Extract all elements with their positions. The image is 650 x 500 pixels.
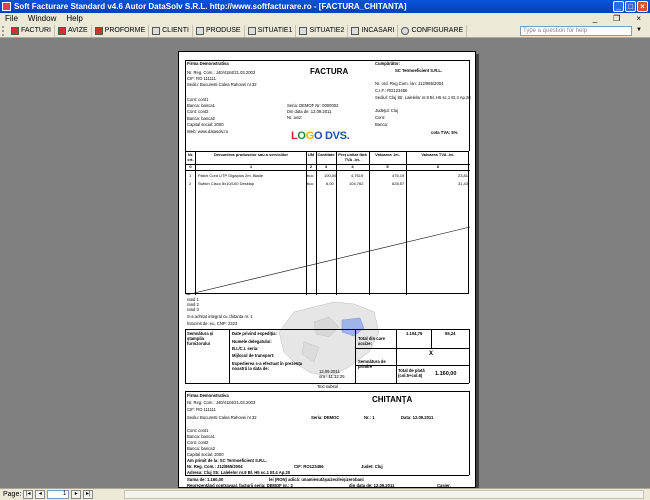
products-icon xyxy=(196,27,204,35)
supplier-web: Web: www.datasolv.ro xyxy=(187,129,229,134)
total-label: Total din care accize: xyxy=(358,336,385,346)
supplier-name: Firma Demonstrativa xyxy=(187,61,229,66)
mdi-close-button[interactable]: × xyxy=(636,14,641,23)
supplier-cif: CIF: RO 111111 xyxy=(187,76,216,81)
next-page-button[interactable]: ▸ xyxy=(71,490,81,499)
mdi-minimize-button[interactable]: _ xyxy=(592,14,598,23)
report-preview-area xyxy=(0,38,650,488)
proforma-icon xyxy=(95,27,103,35)
buyer-nrreg: Nr. ord. Reg.Com. /an: J12/865/2004 xyxy=(375,81,444,86)
last-page-button[interactable]: ▸| xyxy=(83,490,93,499)
col-num: 0 xyxy=(189,164,192,169)
supplier-cont1: Cont: cont1 xyxy=(187,97,209,102)
receipt-company: Firma Demonstrativa xyxy=(187,393,229,398)
buyer-cif: C.I.F.: RO123456 xyxy=(375,88,408,93)
col-header-valoare: Valoarea -lei- xyxy=(375,152,400,157)
window-title: Soft Facturare Standard v4.6 Autor DataSolv S.R.L. http://www.softfacturare.ro - [FACTURA_CHITANTA] xyxy=(14,2,407,11)
col-num: 3 xyxy=(324,164,328,169)
invoice-icon xyxy=(11,27,19,35)
menu-file[interactable]: File xyxy=(5,14,18,23)
proforme-button[interactable]: PROFORME xyxy=(92,25,149,37)
footer-text: Text subsol xyxy=(317,384,338,389)
supplier-capital: Capital social: 2000 xyxy=(187,122,224,127)
receipt-invoice-date: din data de: 12.09.2011 xyxy=(349,483,395,488)
produse-button[interactable]: PRODUSE xyxy=(193,25,245,37)
col-header-denumire: Denumirea produselor sau a serviciilor xyxy=(213,152,289,157)
invoice-seria: Seria: DEMOF Nr: 0000002 xyxy=(287,103,339,108)
clienti-button[interactable]: CLIENTI xyxy=(149,25,193,37)
mdi-restore-button[interactable]: ❐ xyxy=(613,14,621,23)
clients-icon xyxy=(152,27,160,35)
total-vat: 55,24 xyxy=(445,331,456,336)
window-titlebar xyxy=(0,0,650,13)
total-payment-label: Total de plată (col.5+col.6) xyxy=(398,368,425,378)
col-num: 2 xyxy=(309,164,313,169)
col-num: 4 xyxy=(351,164,354,169)
menu-window[interactable]: Window xyxy=(27,14,57,23)
products-table xyxy=(185,151,469,294)
shipping-date: 12.09.2011 xyxy=(319,369,340,374)
text-row-2: rand 2 xyxy=(187,302,199,307)
table-row: 1 Patch Cord UTP Gigaplus 2m, Blade buc 100,00 4,7619 476,19 23,81 xyxy=(189,173,469,178)
vat-rate: cota TVA: 5% xyxy=(431,130,458,135)
receipt-cif: CIF: RO 111111 xyxy=(187,407,216,412)
report-icon xyxy=(248,27,256,35)
col-num: 5 xyxy=(386,164,389,169)
buyer-banca: Banca: xyxy=(375,122,389,127)
report-page xyxy=(178,51,476,488)
supplier-signature-label: Semnătura şi ştampila furnizorului xyxy=(187,331,214,346)
situatie2-button[interactable]: SITUATIE2 xyxy=(296,25,348,37)
buyer-sediu: Sediul: Cluj Str. Lalelelor nr.8 Bl. H5 sc.1 Et.4 Ap.20 xyxy=(375,95,471,100)
empty-space-diagonal xyxy=(186,152,470,295)
col-header-pret: Preţ unitar fără TVA -lei- xyxy=(338,152,367,162)
shipping-presence-label: Expedierea s-a efectuat în prezenţa noastră la data de: xyxy=(232,361,303,371)
receipt-purpose: Reprezentând contravaal. facturii seria: DEMOF nr.: 2 xyxy=(187,483,293,488)
receipt-cont2: Cont: cont2 xyxy=(187,440,209,445)
col-header-cantitate: Cantitate xyxy=(317,152,335,157)
receipt-banca1: Banca: banca1 xyxy=(187,434,215,439)
col-num: 1 xyxy=(249,164,253,169)
supplier-sediu: Sediu: Bucuresti Calea Rahovei nr.32 xyxy=(187,82,257,87)
text-row-1: rand 1 xyxy=(187,297,199,302)
menu-bar xyxy=(0,13,650,24)
receipt-from: Am primit de la: SC Termoeficient S.R.L. xyxy=(187,458,267,463)
situatie1-button[interactable]: SITUATIE1 xyxy=(245,25,297,37)
receiver-signature-label: Semnătura de primire xyxy=(358,359,386,369)
supplier-cont2: Cont: cont2 xyxy=(187,109,209,114)
transport-label: Mijlocul de transport: xyxy=(232,353,275,358)
receipt-nr: Nr.: 1 xyxy=(364,415,375,420)
payments-icon xyxy=(351,27,359,35)
cashier-label: Casier, xyxy=(437,483,451,488)
incasari-button[interactable]: INCASARI xyxy=(348,25,398,37)
page-number-input[interactable]: 1 xyxy=(47,490,69,499)
receipt-address: Adresa: Cluj Str. Lalelelor nr.8 Bl. H5 sc.1 Et.4 Ap.20 xyxy=(187,470,291,475)
buyer-name: SC Termoeficient S.R.L. xyxy=(395,68,443,73)
gear-icon xyxy=(401,27,409,35)
receipt-judet: Judet: Cluj xyxy=(361,464,383,469)
receipt-title: CHITANŢA xyxy=(372,395,413,404)
receipt-nrreg: Nr. Reg. Com.: J40/4184/21.03.2003 xyxy=(187,400,256,405)
app-icon xyxy=(2,2,11,11)
delegate-label: Numele delegatului: xyxy=(232,339,272,344)
total-payment-value: 1.160,00 xyxy=(435,371,457,377)
receipt-amount: Suma de: 1.160,00 xyxy=(187,477,224,482)
facturi-button[interactable]: FACTURI xyxy=(8,25,55,37)
col-header-um: UM xyxy=(307,152,315,157)
text-row-3: rand 3 xyxy=(187,307,199,312)
prev-page-button[interactable]: ◂ xyxy=(35,490,45,499)
receipt-date: Data: 12.09.2011 xyxy=(401,415,434,420)
buyer-cont: Cont: xyxy=(375,115,386,120)
shipping-label: Date privind expediţia: xyxy=(232,331,277,336)
invoice-date: Din data de: 12.09.2011 xyxy=(287,109,332,114)
x-mark: X xyxy=(429,351,434,357)
page-label: Page: xyxy=(3,491,22,498)
buyer-label: Cumpărător: xyxy=(375,61,401,66)
supplier-banca1: Banca: banca1 xyxy=(187,103,215,108)
table-row: 2 Switch Cisco 8x10/100 Desktop buc 6,00 104,762 628,57 31,43 xyxy=(189,181,469,186)
receipt-amount-words: lei (RON) adică: unamiesutăşaizecileişizerobani xyxy=(269,477,364,482)
receipt-cont1: Cont: cont1 xyxy=(187,428,209,433)
company-logo: LOGO DVS. xyxy=(291,130,350,142)
chevron-down-icon[interactable]: ▼ xyxy=(636,27,642,33)
minimize-button[interactable]: _ xyxy=(613,1,624,12)
paid-note: S-a achitat integral cu chitanta nr. 1 xyxy=(187,314,253,319)
issued-by: Întocmit de: eu, CNP: 2323 xyxy=(187,321,238,326)
help-question-input[interactable]: Type a question for help xyxy=(520,26,632,36)
invoice-nraviz: Nr. aviz: xyxy=(287,115,303,120)
main-toolbar xyxy=(0,24,650,38)
horizontal-scrollbar[interactable] xyxy=(124,490,644,499)
maximize-button[interactable]: □ xyxy=(625,1,636,12)
status-bar xyxy=(0,488,650,500)
receipt-nrreg2: Nr. Reg. Com.: J12/865/2004 xyxy=(187,464,243,469)
receipt-seria: Seria: DEMOC xyxy=(311,415,340,420)
shipping-time: ora : 11:32:25 xyxy=(319,374,345,379)
buyer-judet: Judeţul: Cluj xyxy=(375,108,399,113)
first-page-button[interactable]: |◂ xyxy=(23,490,33,499)
configurare-button[interactable]: CONFIGURARE xyxy=(398,25,467,37)
toolbar-grip[interactable] xyxy=(2,26,5,36)
report-icon xyxy=(299,27,307,35)
col-num: 6 xyxy=(436,164,440,169)
id-series-label: B.I./C.I. seria: xyxy=(232,346,259,351)
supplier-nrreg: Nr. Reg. Com.: J40/4184/21.03.2003 xyxy=(187,70,256,75)
receipt-cif2: CIF: RO123456 xyxy=(294,464,324,469)
supplier-banca2: Banca: banca2 xyxy=(187,116,215,121)
avize-button[interactable]: AVIZE xyxy=(55,25,92,37)
total-value: 1.104,76 xyxy=(406,331,423,336)
receipt-sediu: Sediu: Bucuresti Calea Rahovei nr.32 xyxy=(187,415,257,420)
notice-icon xyxy=(58,27,66,35)
col-header-tva: Valoarea TVA -lei- xyxy=(421,152,455,157)
receipt-capital: Capital social: 2000 xyxy=(187,452,224,457)
menu-help[interactable]: Help xyxy=(66,14,83,23)
col-header-nr: Nr. crt. xyxy=(187,152,194,162)
invoice-title: FACTURA xyxy=(310,67,349,76)
close-button[interactable]: × xyxy=(637,1,648,12)
receipt-banca2: Banca: banca2 xyxy=(187,446,215,451)
